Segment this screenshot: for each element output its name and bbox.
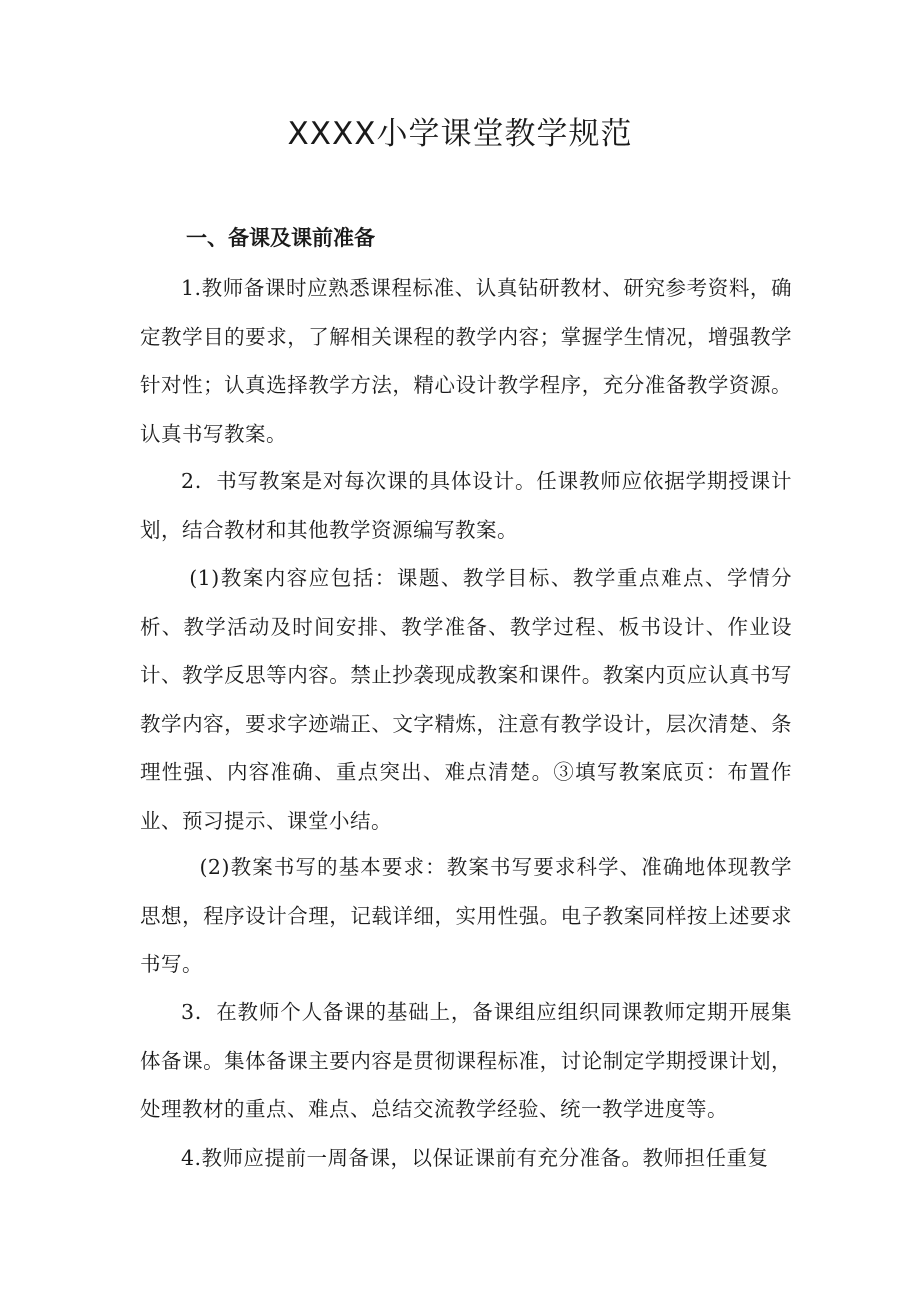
- paragraph-2-item-2: (2)教案书写的基本要求：教案书写要求科学、准确地体现教学思想，程序设计合理，记载详细，实用性强。电子教案同样按上述要求书写。: [140, 855, 792, 976]
- paragraph-2-item-1: (1)教案内容应包括：课题、教学目标、教学重点难点、学情分析、教学活动及时间安排、教学准备、教学过程、板书设计、作业设计、教学反思等内容。禁止抄袭现成教案和课件。教案内页应认真书写教学内容，要求字迹端正、文字精炼，注意有教学设计，层次清楚、条理性强、内容准确、重点突出、难点清楚。③填写教案底页：布置作业、预习提示、课堂小结。: [140, 566, 792, 833]
- paragraph-2: 2．书写教案是对每次课的具体设计。任课教师应依据学期授课计划，结合教材和其他教学资源编写教案。: [140, 469, 792, 542]
- paragraph-3: 3．在教师个人备课的基础上，备课组应组织同课教师定期开展集体备课。集体备课主要内容是贯彻课程标准，讨论制定学期授课计划，处理教材的重点、难点、总结交流教学经验、统一教学进度等。: [140, 1000, 792, 1121]
- section-heading: 一、备课及课前准备: [186, 226, 375, 250]
- paragraph-4: 4.教师应提前一周备课，以保证课前有充分准备。教师担任重复: [181, 1146, 769, 1170]
- document-title: XXXX小学课堂教学规范: [287, 116, 633, 152]
- paragraph-1: 1.教师备课时应熟悉课程标准、认真钻研教材、研究参考资料，确定教学目的要求，了解相关课程的教学内容；掌握学生情况，增强教学针对性；认真选择教学方法，精心设计教学程序，充分准备教学资源。认真书写教案。: [140, 276, 792, 446]
